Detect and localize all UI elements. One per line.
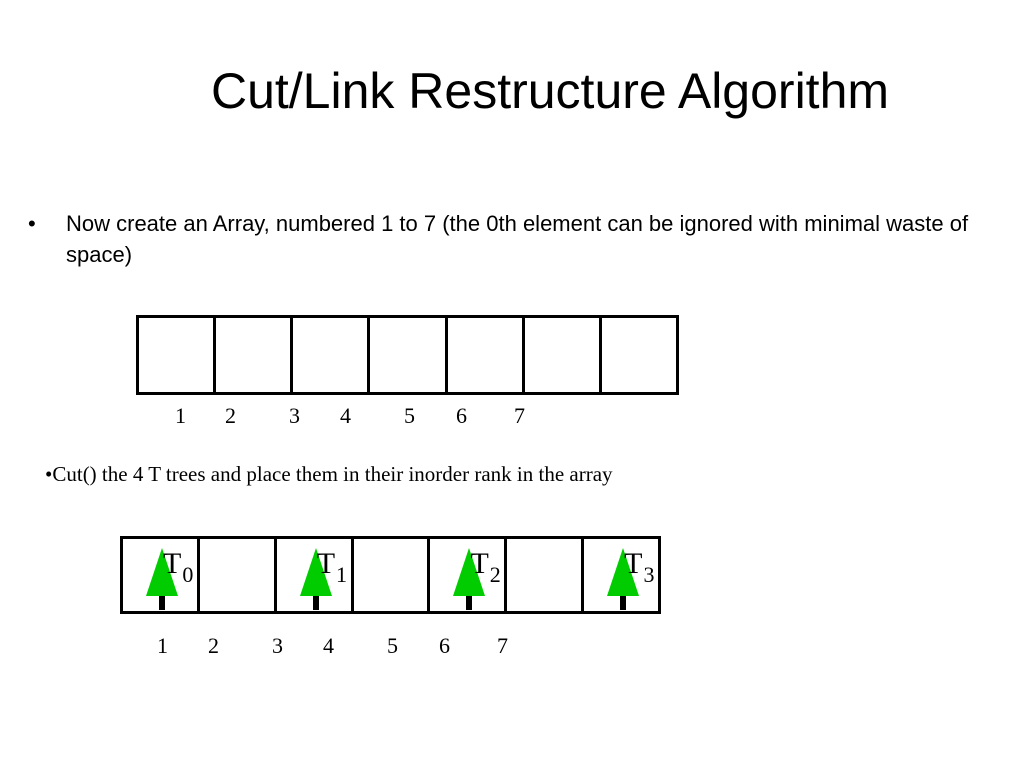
tree-letter: T [624,547,643,580]
tree-subscript: 2 [489,562,501,587]
array-index-label: 4 [340,403,351,428]
bullet-text: Now create an Array, numbered 1 to 7 (the 0th element can be ignored with minimal waste of space) [66,211,969,267]
array-cell [507,539,584,611]
array-top [136,315,679,395]
array-index-label: 5 [404,403,415,428]
tree-label [316,547,348,587]
array-cell [123,539,200,611]
array-cell [430,539,507,611]
tree-label [470,547,501,587]
array-bottom [120,536,661,614]
tree-letter: T [470,547,489,580]
array-index-label: 5 [387,633,398,658]
bullet-item [28,208,978,270]
array-index-label: 7 [514,403,525,428]
array-cell [200,539,277,611]
slide-title: Cut/Link Restructure Algorithm [210,63,890,119]
array-index-label: 6 [439,633,450,658]
array-index-label: 3 [289,403,300,428]
array-cell [448,318,525,392]
array-index-label: 7 [497,633,508,658]
array-index-label: 1 [157,633,168,658]
array-cell [293,318,370,392]
tree-letter: T [163,547,182,580]
array-cell [139,318,216,392]
array-cell [354,539,431,611]
array-index-label: 4 [323,633,334,658]
tree-subscript: 1 [336,562,348,587]
array-cell [584,539,658,611]
array-index-label: 1 [175,403,186,428]
tree-subscript: 0 [182,562,194,587]
array-cell [525,318,602,392]
bullet-marker: • [28,211,36,236]
sub-bullet-text: •Cut() the 4 T trees and place them in their inorder rank in the array [45,462,613,486]
array-cell [370,318,447,392]
array-index-label: 2 [225,403,236,428]
array-cell [602,318,676,392]
tree-letter: T [316,547,336,580]
tree-label [163,547,194,587]
array-cell [216,318,293,392]
array-index-label: 6 [456,403,467,428]
tree-label [624,547,655,587]
array-cell [277,539,354,611]
array-index-label: 3 [272,633,283,658]
array-index-label: 2 [208,633,219,658]
tree-subscript: 3 [643,562,655,587]
